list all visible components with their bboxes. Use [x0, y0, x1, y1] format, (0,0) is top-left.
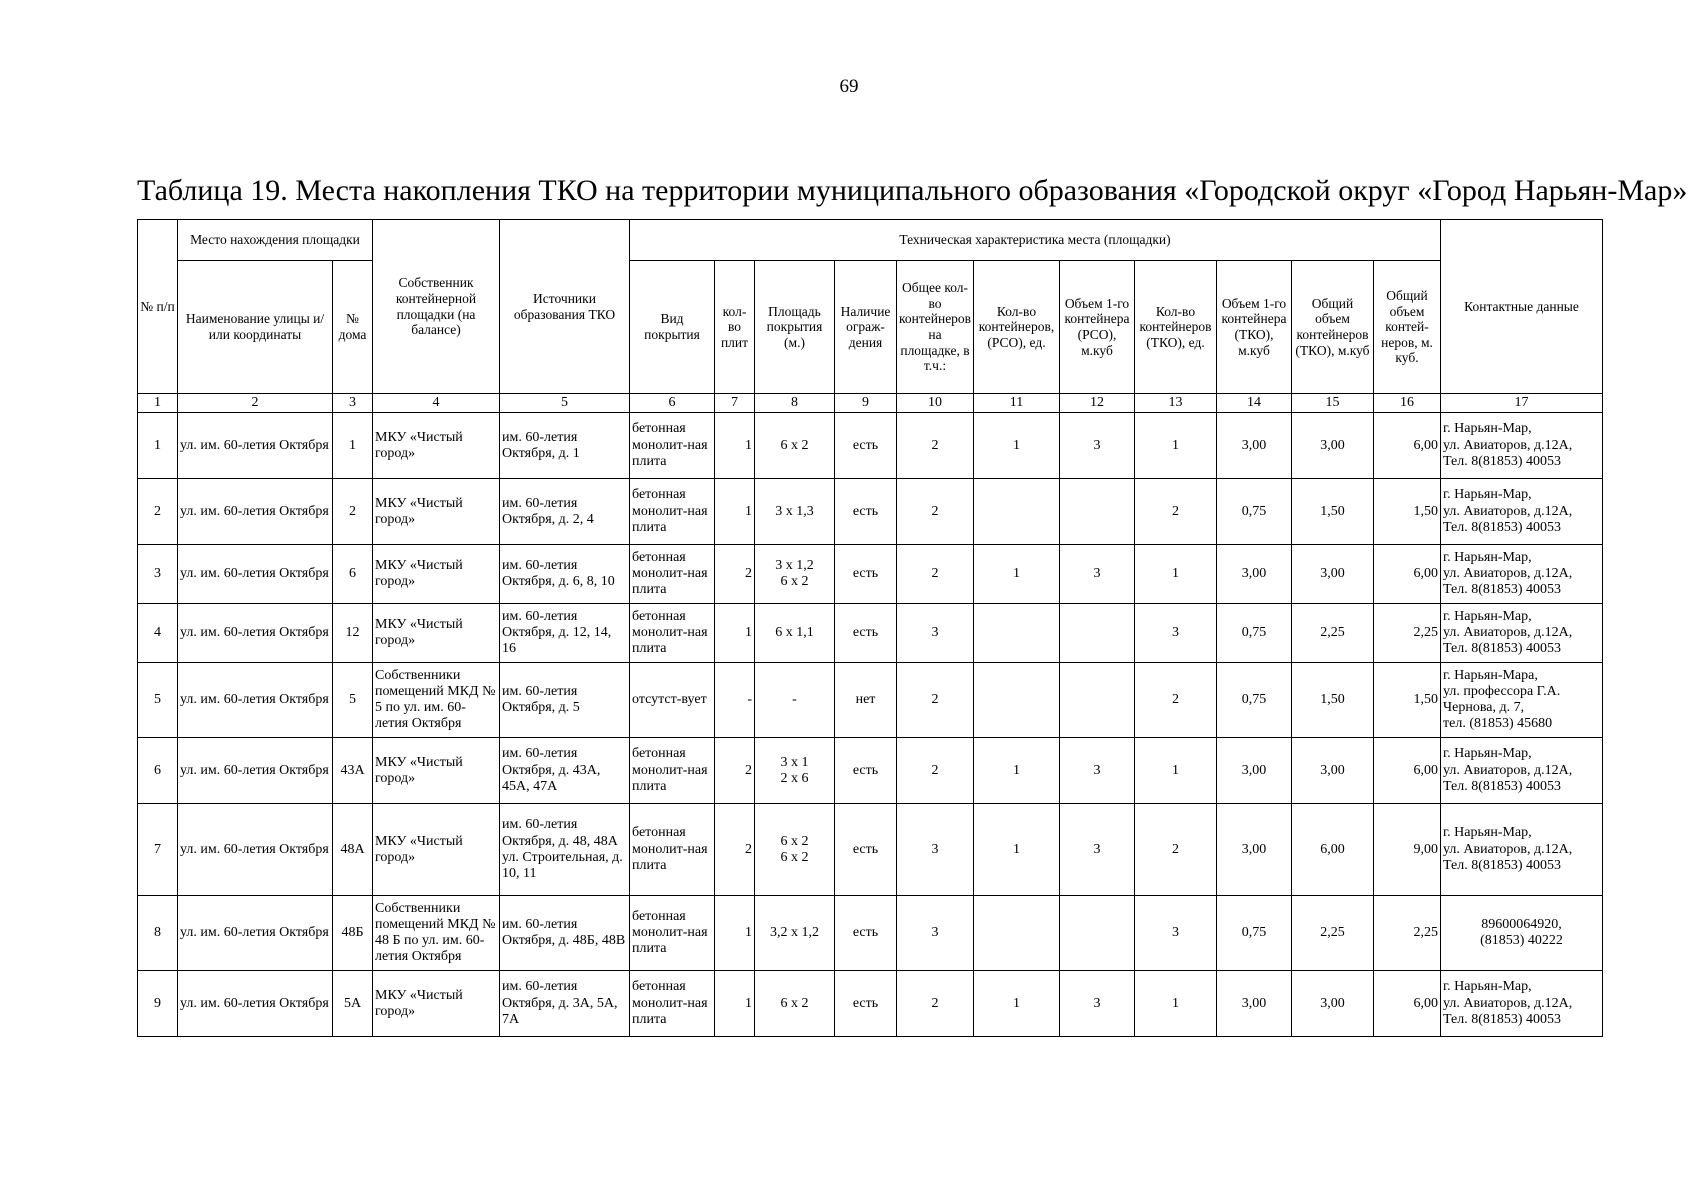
tko-total-volume-cell: 3,00: [1292, 738, 1374, 804]
fence-cell: есть: [835, 804, 897, 896]
owner-cell: МКУ «Чистый город»: [373, 738, 500, 804]
cover-cell: бетонная монолит-ная плита: [630, 971, 715, 1037]
total-volume-cell: 6,00: [1374, 738, 1441, 804]
cover-cell: бетонная монолит-ная плита: [630, 604, 715, 663]
header-tech-group: Техническая характеристика места (площадки): [630, 220, 1441, 261]
tko-volume-cell: 3,00: [1217, 545, 1292, 604]
total-volume-cell: 9,00: [1374, 804, 1441, 896]
column-number: 9: [835, 394, 897, 413]
sources-cell: им. 60-летия Октября, д. 48Б, 48В: [500, 896, 630, 971]
fence-cell: есть: [835, 413, 897, 479]
total-volume-cell: 1,50: [1374, 479, 1441, 545]
owner-cell: МКУ «Чистый город»: [373, 479, 500, 545]
house-cell: 12: [333, 604, 373, 663]
table-row: [138, 971, 1603, 1037]
column-number: 2: [178, 394, 333, 413]
area-cell: 6 х 2: [755, 971, 835, 1037]
header-street: Наименование улицы и/или координаты: [178, 261, 333, 394]
contacts-cell: г. Нарьян-Мар, ул. Авиаторов, д.12А, Тел. 8(81853) 40053: [1441, 971, 1603, 1037]
rso-count-cell: [974, 604, 1060, 663]
column-number: 15: [1292, 394, 1374, 413]
header-tko-volume: Объем 1-го контейнера (ТКО), м.куб: [1217, 261, 1292, 394]
tko-count-cell: 3: [1135, 896, 1217, 971]
house-cell: 48А: [333, 804, 373, 896]
rso-volume-cell: 3: [1060, 804, 1135, 896]
page-number: 69: [839, 76, 859, 97]
header-area: Площадь покрытия (м.): [755, 261, 835, 394]
rso-volume-cell: 3: [1060, 971, 1135, 1037]
header-fence: Наличие ограж-дения: [835, 261, 897, 394]
contacts-cell: г. Нарьян-Мара, ул. профессора Г.А. Чернова, д. 7, тел. (81853) 45680: [1441, 663, 1603, 738]
tko-count-cell: 1: [1135, 413, 1217, 479]
header-plates: кол-во плит: [715, 261, 755, 394]
house-cell: 5: [333, 663, 373, 738]
total-containers-cell: 2: [897, 479, 974, 545]
table-row: [138, 479, 1603, 545]
street-cell: ул. им. 60-летия Октября: [178, 604, 333, 663]
street-cell: ул. им. 60-летия Октября: [178, 545, 333, 604]
tko-count-cell: 2: [1135, 804, 1217, 896]
column-number: 16: [1374, 394, 1441, 413]
header-cover: Вид покрытия: [630, 261, 715, 394]
plates-cell: 1: [715, 604, 755, 663]
tko-count-cell: 2: [1135, 479, 1217, 545]
column-number: 3: [333, 394, 373, 413]
table-title: Таблица 19. Места накопления ТКО на территории муниципального образования «Городской округ «Город Нарьян-Мар»: [137, 174, 1688, 207]
sources-cell: им. 60-летия Октября, д. 3А, 5А, 7А: [500, 971, 630, 1037]
column-number: 10: [897, 394, 974, 413]
tko-count-cell: 3: [1135, 604, 1217, 663]
fence-cell: есть: [835, 971, 897, 1037]
plates-cell: 1: [715, 413, 755, 479]
row-number: 5: [138, 663, 178, 738]
total-containers-cell: 2: [897, 545, 974, 604]
total-volume-cell: 1,50: [1374, 663, 1441, 738]
tko-total-volume-cell: 1,50: [1292, 663, 1374, 738]
contacts-cell: г. Нарьян-Мар, ул. Авиаторов, д.12А, Тел. 8(81853) 40053: [1441, 545, 1603, 604]
contacts-cell: г. Нарьян-Мар, ул. Авиаторов, д.12А, Тел. 8(81853) 40053: [1441, 413, 1603, 479]
rso-count-cell: [974, 896, 1060, 971]
house-cell: 5А: [333, 971, 373, 1037]
total-volume-cell: 6,00: [1374, 413, 1441, 479]
contacts-cell: г. Нарьян-Мар, ул. Авиаторов, д.12А, Тел. 8(81853) 40053: [1441, 804, 1603, 896]
owner-cell: МКУ «Чистый город»: [373, 804, 500, 896]
house-cell: 2: [333, 479, 373, 545]
sources-cell: им. 60-летия Октября, д. 2, 4: [500, 479, 630, 545]
tko-volume-cell: 3,00: [1217, 738, 1292, 804]
owner-cell: Собственники помещений МКД № 5 по ул. им. 60-летия Октября: [373, 663, 500, 738]
street-cell: ул. им. 60-летия Октября: [178, 479, 333, 545]
tko-volume-cell: 0,75: [1217, 604, 1292, 663]
street-cell: ул. им. 60-летия Октября: [178, 738, 333, 804]
column-number: 12: [1060, 394, 1135, 413]
tko-total-volume-cell: 1,50: [1292, 479, 1374, 545]
owner-cell: МКУ «Чистый город»: [373, 971, 500, 1037]
total-volume-cell: 2,25: [1374, 604, 1441, 663]
cover-cell: бетонная монолит-ная плита: [630, 738, 715, 804]
total-containers-cell: 2: [897, 971, 974, 1037]
cover-cell: отсутст-вует: [630, 663, 715, 738]
plates-cell: 2: [715, 804, 755, 896]
header-tko-count: Кол-во контейнеров (ТКО), ед.: [1135, 261, 1217, 394]
rso-volume-cell: [1060, 604, 1135, 663]
table-row: [138, 896, 1603, 971]
sources-cell: им. 60-летия Октября, д. 6, 8, 10: [500, 545, 630, 604]
owner-cell: МКУ «Чистый город»: [373, 604, 500, 663]
column-number: 5: [500, 394, 630, 413]
table-body: [138, 413, 1603, 1037]
tko-total-volume-cell: 3,00: [1292, 545, 1374, 604]
tko-volume-cell: 0,75: [1217, 663, 1292, 738]
header-contacts: Контактные данные: [1441, 220, 1603, 394]
cover-cell: бетонная монолит-ная плита: [630, 413, 715, 479]
sources-cell: им. 60-летия Октября, д. 12, 14, 16: [500, 604, 630, 663]
owner-cell: Собственники помещений МКД № 48 Б по ул. им. 60-летия Октября: [373, 896, 500, 971]
total-containers-cell: 3: [897, 604, 974, 663]
rso-count-cell: 1: [974, 545, 1060, 604]
tko-total-volume-cell: 2,25: [1292, 604, 1374, 663]
cover-cell: бетонная монолит-ная плита: [630, 896, 715, 971]
tko-volume-cell: 3,00: [1217, 971, 1292, 1037]
rso-volume-cell: [1060, 479, 1135, 545]
street-cell: ул. им. 60-летия Октября: [178, 413, 333, 479]
table-row: [138, 663, 1603, 738]
header-total-containers: Общее кол-во контейнеров на площадке, в т.ч.:: [897, 261, 974, 394]
rso-volume-cell: [1060, 896, 1135, 971]
cover-cell: бетонная монолит-ная плита: [630, 545, 715, 604]
table-row: [138, 545, 1603, 604]
header-sources: Источники образования ТКО: [500, 220, 630, 394]
column-number: 6: [630, 394, 715, 413]
plates-cell: 2: [715, 738, 755, 804]
column-number: 11: [974, 394, 1060, 413]
plates-cell: 1: [715, 971, 755, 1037]
area-cell: 3 х 1,3: [755, 479, 835, 545]
table-row: [138, 804, 1603, 896]
rso-count-cell: 1: [974, 971, 1060, 1037]
contacts-cell: г. Нарьян-Мар, ул. Авиаторов, д.12А, Тел. 8(81853) 40053: [1441, 604, 1603, 663]
row-number: 9: [138, 971, 178, 1037]
plates-cell: 2: [715, 545, 755, 604]
table-row: [138, 604, 1603, 663]
header-tko-total-volume: Общий объем контейнеров (ТКО), м.куб: [1292, 261, 1374, 394]
column-number-row: [138, 394, 1603, 413]
row-number: 2: [138, 479, 178, 545]
house-cell: 48Б: [333, 896, 373, 971]
column-number: 13: [1135, 394, 1217, 413]
fence-cell: есть: [835, 738, 897, 804]
column-number: 7: [715, 394, 755, 413]
rso-count-cell: 1: [974, 738, 1060, 804]
column-number: 4: [373, 394, 500, 413]
tko-total-volume-cell: 3,00: [1292, 413, 1374, 479]
cover-cell: бетонная монолит-ная плита: [630, 804, 715, 896]
street-cell: ул. им. 60-летия Октября: [178, 896, 333, 971]
total-volume-cell: 6,00: [1374, 545, 1441, 604]
fence-cell: нет: [835, 663, 897, 738]
house-cell: 1: [333, 413, 373, 479]
column-number: 17: [1441, 394, 1603, 413]
column-number: 8: [755, 394, 835, 413]
total-volume-cell: 6,00: [1374, 971, 1441, 1037]
contacts-cell: г. Нарьян-Мар, ул. Авиаторов, д.12А, Тел. 8(81853) 40053: [1441, 738, 1603, 804]
waste-sites-table: [137, 219, 1603, 1037]
fence-cell: есть: [835, 604, 897, 663]
plates-cell: 1: [715, 896, 755, 971]
rso-volume-cell: 3: [1060, 545, 1135, 604]
row-number: 8: [138, 896, 178, 971]
fence-cell: есть: [835, 896, 897, 971]
total-containers-cell: 2: [897, 663, 974, 738]
header-owner: Собственник контейнерной площадки (на балансе): [373, 220, 500, 394]
rso-count-cell: [974, 663, 1060, 738]
sources-cell: им. 60-летия Октября, д. 43А, 45А, 47А: [500, 738, 630, 804]
street-cell: ул. им. 60-летия Октября: [178, 971, 333, 1037]
tko-volume-cell: 3,00: [1217, 413, 1292, 479]
street-cell: ул. им. 60-летия Октября: [178, 663, 333, 738]
rso-count-cell: 1: [974, 413, 1060, 479]
row-number: 3: [138, 545, 178, 604]
house-cell: 6: [333, 545, 373, 604]
area-cell: -: [755, 663, 835, 738]
sources-cell: им. 60-летия Октября, д. 1: [500, 413, 630, 479]
plates-cell: 1: [715, 479, 755, 545]
tko-total-volume-cell: 6,00: [1292, 804, 1374, 896]
street-cell: ул. им. 60-летия Октября: [178, 804, 333, 896]
header-num: № п/п: [138, 220, 178, 394]
tko-total-volume-cell: 3,00: [1292, 971, 1374, 1037]
total-containers-cell: 3: [897, 804, 974, 896]
header-rso-volume: Объем 1-го контейнера (РСО), м.куб: [1060, 261, 1135, 394]
owner-cell: МКУ «Чистый город»: [373, 545, 500, 604]
header-house: № дома: [333, 261, 373, 394]
tko-volume-cell: 3,00: [1217, 804, 1292, 896]
contacts-cell: г. Нарьян-Мар, ул. Авиаторов, д.12А, Тел. 8(81853) 40053: [1441, 479, 1603, 545]
rso-volume-cell: 3: [1060, 738, 1135, 804]
rso-volume-cell: [1060, 663, 1135, 738]
column-number: 14: [1217, 394, 1292, 413]
rso-volume-cell: 3: [1060, 413, 1135, 479]
sources-cell: им. 60-летия Октября, д. 48, 48А ул. Строительная, д. 10, 11: [500, 804, 630, 896]
header-total-volume: Общий объем контей-неров, м. куб.: [1374, 261, 1441, 394]
column-number: 1: [138, 394, 178, 413]
tko-count-cell: 1: [1135, 545, 1217, 604]
row-number: 4: [138, 604, 178, 663]
total-containers-cell: 2: [897, 738, 974, 804]
owner-cell: МКУ «Чистый город»: [373, 413, 500, 479]
total-volume-cell: 2,25: [1374, 896, 1441, 971]
header-location-group: Место нахождения площадки: [178, 220, 373, 261]
area-cell: 6 х 2 6 х 2: [755, 804, 835, 896]
tko-volume-cell: 0,75: [1217, 479, 1292, 545]
area-cell: 6 х 1,1: [755, 604, 835, 663]
tko-count-cell: 2: [1135, 663, 1217, 738]
rso-count-cell: [974, 479, 1060, 545]
rso-count-cell: 1: [974, 804, 1060, 896]
house-cell: 43А: [333, 738, 373, 804]
area-cell: 6 х 2: [755, 413, 835, 479]
total-containers-cell: 2: [897, 413, 974, 479]
total-containers-cell: 3: [897, 896, 974, 971]
row-number: 7: [138, 804, 178, 896]
tko-volume-cell: 0,75: [1217, 896, 1292, 971]
area-cell: 3 х 1,2 6 х 2: [755, 545, 835, 604]
plates-cell: -: [715, 663, 755, 738]
row-number: 6: [138, 738, 178, 804]
fence-cell: есть: [835, 545, 897, 604]
table-row: [138, 738, 1603, 804]
tko-count-cell: 1: [1135, 738, 1217, 804]
tko-total-volume-cell: 2,25: [1292, 896, 1374, 971]
header-rso-count: Кол-во контейнеров, (РСО), ед.: [974, 261, 1060, 394]
fence-cell: есть: [835, 479, 897, 545]
area-cell: 3 х 1 2 х 6: [755, 738, 835, 804]
area-cell: 3,2 х 1,2: [755, 896, 835, 971]
sources-cell: им. 60-летия Октября, д. 5: [500, 663, 630, 738]
cover-cell: бетонная монолит-ная плита: [630, 479, 715, 545]
table-row: [138, 413, 1603, 479]
row-number: 1: [138, 413, 178, 479]
tko-count-cell: 1: [1135, 971, 1217, 1037]
contacts-cell: 89600064920, (81853) 40222: [1441, 896, 1603, 971]
